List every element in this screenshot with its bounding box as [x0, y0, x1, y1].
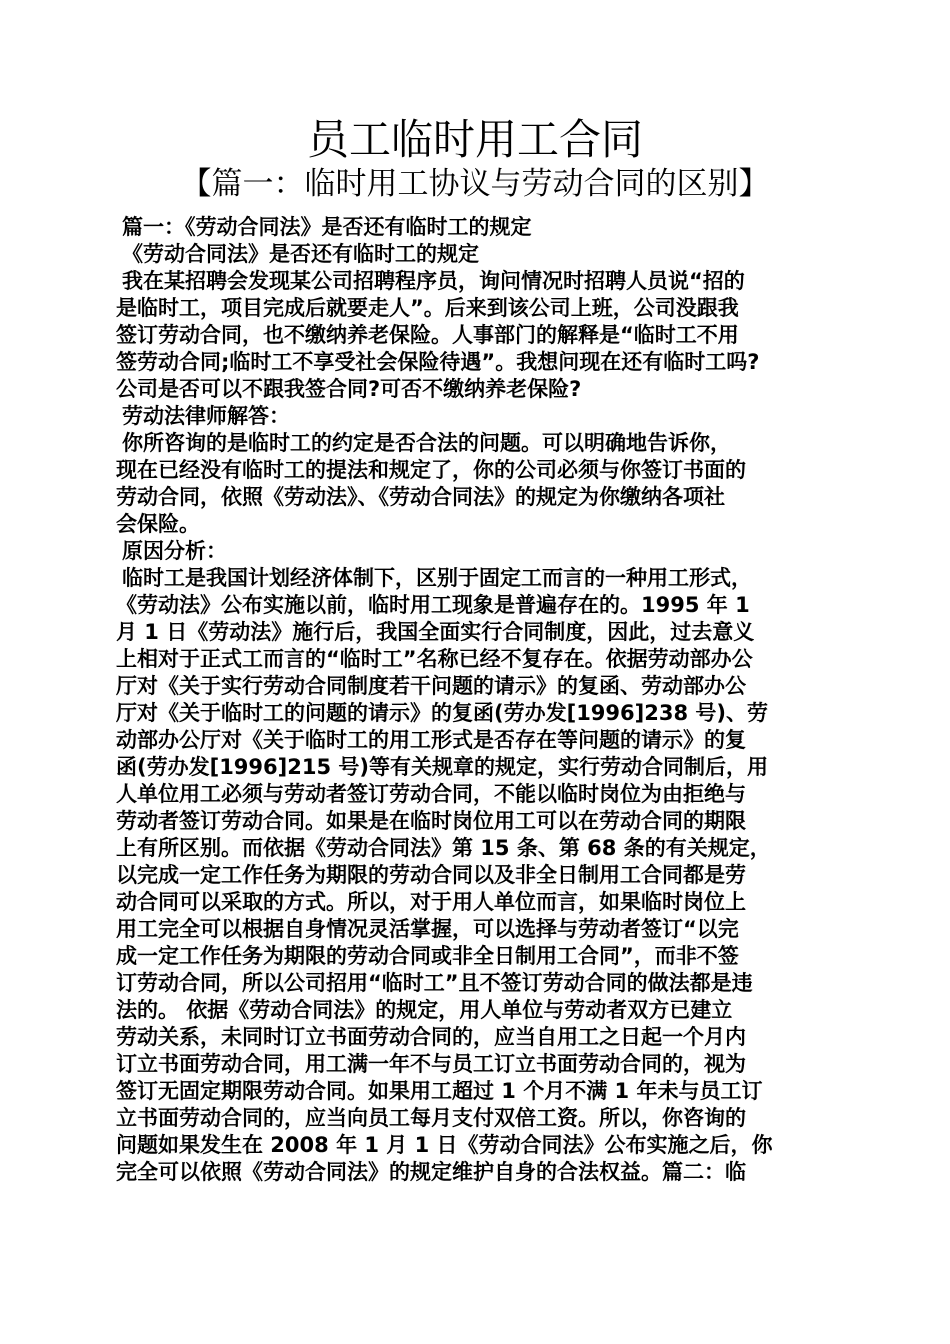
body-line: 签订无固定期限劳动合同。如果用工超过 1 个月不满 1 年未与员工订	[116, 1079, 763, 1103]
body-line: 劳动关系，未同时订立书面劳动合同的，应当自用工之日起一个月内	[116, 1025, 746, 1049]
body-line: 我在某招聘会发现某公司招聘程序员，询问情况时招聘人员说“招的	[122, 269, 745, 293]
body-line: 函(劳办发[1996]215 号)等有关规章的规定，实行劳动合同制后，用	[116, 755, 768, 779]
question-heading: 《劳动合同法》是否还有临时工的规定	[122, 242, 479, 266]
body-line: 动部办公厅对《关于临时工的用工形式是否存在等问题的请示》的复	[116, 728, 746, 752]
body-line: 劳动合同，依照《劳动法》、《劳动合同法》的规定为你缴纳各项社	[116, 485, 725, 509]
body-line: 你所咨询的是临时工的约定是否合法的问题。可以明确地告诉你，	[122, 431, 731, 455]
analysis-heading: 原因分析：	[122, 539, 227, 563]
body-line: 人单位用工必须与劳动者签订劳动合同，不能以临时岗位为由拒绝与	[116, 782, 746, 806]
body-line: 完全可以依照《劳动合同法》的规定维护自身的合法权益。篇二：临	[116, 1160, 746, 1184]
body-line: 是临时工，项目完成后就要走人”。后来到该公司上班，公司没跟我	[116, 296, 739, 320]
answer-heading: 劳动法律师解答：	[122, 404, 290, 428]
body-line: 厅对《关于临时工的问题的请示》的复函(劳办发[1996]238 号)、劳	[116, 701, 768, 725]
document-title: 员工临时用工合同	[306, 115, 643, 164]
body-line: 上相对于正式工而言的“临时工”名称已经不复存在。依据劳动部办公	[116, 647, 753, 671]
body-line: 临时工是我国计划经济体制下，区别于固定工而言的一种用工形式，	[122, 566, 752, 590]
body-line: 订劳动合同，所以公司招用“临时工”且不签订劳动合同的做法都是违	[116, 971, 753, 995]
body-line: 以完成一定工作任务为期限的劳动合同以及非全日制用工合同都是劳	[116, 863, 746, 887]
body-line: 现在已经没有临时工的提法和规定了，你的公司必须与你签订书面的	[116, 458, 746, 482]
body-line: 用工完全可以根据自身情况灵活掌握，可以选择与劳动者签订“以完	[116, 917, 739, 941]
body-line: 动合同可以采取的方式。所以，对于用人单位而言，如果临时岗位上	[116, 890, 746, 914]
body-line: 订立书面劳动合同，用工满一年不与员工订立书面劳动合同的，视为	[116, 1052, 746, 1076]
body-line: 月 1 日《劳动法》施行后，我国全面实行合同制度，因此，过去意义	[116, 620, 755, 644]
body-line: 问题如果发生在 2008 年 1 月 1 日《劳动合同法》公布实施之后，你	[116, 1133, 773, 1157]
body-line: 劳动者签订劳动合同。如果是在临时岗位用工可以在劳动合同的期限	[116, 809, 746, 833]
section-heading: 篇一：《劳动合同法》是否还有临时工的规定	[122, 215, 532, 239]
body-line: 公司是否可以不跟我签合同?可否不缴纳养老保险?	[116, 377, 582, 401]
body-line: 会保险。	[116, 512, 200, 536]
body-line: 法的。 依据《劳动合同法》的规定，用人单位与劳动者双方已建立	[116, 998, 733, 1022]
body-line: 《劳动法》公布实施以前，临时用工现象是普遍存在的。1995 年 1	[116, 593, 750, 617]
body-line: 签订劳动合同，也不缴纳养老保险。人事部门的解释是“临时工不用	[116, 323, 739, 347]
body-line: 上有所区别。而依据《劳动合同法》第 15 条、第 68 条的有关规定，	[116, 836, 771, 860]
body-line: 签劳动合同;临时工不享受社会保险待遇”。我想问现在还有临时工吗?	[116, 350, 760, 374]
body-line: 厅对《关于实行劳动合同制度若干问题的请示》的复函、劳动部办公	[116, 674, 746, 698]
document-body	[116, 214, 838, 1186]
body-line: 立书面劳动合同的，应当向员工每月支付双倍工资。所以，你咨询的	[116, 1106, 746, 1130]
body-line: 成一定工作任务为期限的劳动合同或非全日制用工合同”，而非不签	[116, 944, 739, 968]
document-subtitle: 【篇一：临时用工协议与劳动合同的区别】	[180, 166, 770, 202]
